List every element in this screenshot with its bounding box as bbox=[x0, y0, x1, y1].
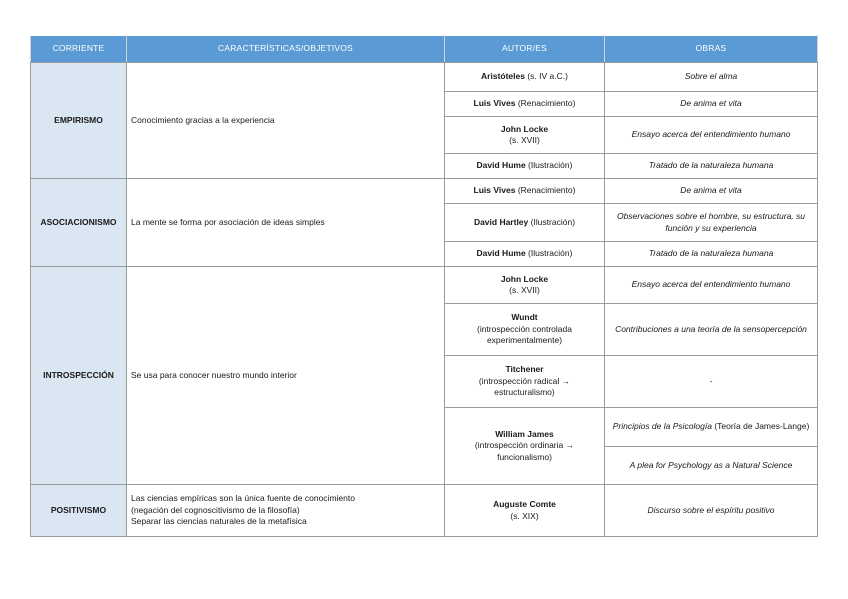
table-row bbox=[31, 63, 818, 92]
header-autores: AUTOR/ES bbox=[445, 36, 605, 63]
author-detail: (Ilustración) bbox=[525, 248, 573, 259]
psychology-currents-table bbox=[30, 35, 818, 537]
work-cell: Contribuciones a una teoría de la sensopercepción bbox=[605, 304, 818, 356]
author-detail: (s. XIX) bbox=[510, 510, 539, 521]
header-row bbox=[31, 36, 818, 63]
author-name: Luis Vives bbox=[473, 185, 516, 196]
author-name: David Hume bbox=[476, 160, 526, 171]
author-cell bbox=[445, 408, 605, 485]
author-name: Auguste Comte bbox=[493, 499, 556, 510]
author-detail: (introspección ordinaria → funcionalismo) bbox=[474, 440, 575, 462]
author-name: Wundt bbox=[511, 312, 538, 323]
work-cell: Tratado de la naturaleza humana bbox=[605, 242, 818, 267]
author-detail: (Renacimiento) bbox=[515, 185, 576, 196]
work-cell: Ensayo acerca del entendimiento humano bbox=[605, 267, 818, 304]
author-name: David Hume bbox=[476, 248, 526, 259]
author-name: David Hartley bbox=[473, 216, 529, 227]
header-caracteristicas: CARACTERÍSTICAS/OBJETIVOS bbox=[127, 36, 445, 63]
desc-line: Separar las ciencias naturales de la metafísica bbox=[131, 516, 307, 527]
author-name: Aristóteles bbox=[481, 71, 525, 82]
work-cell: Discurso sobre el espíritu positivo bbox=[605, 485, 818, 537]
author-detail: (s. XVII) bbox=[509, 135, 540, 145]
work-note: (Teoría de James-Lange) bbox=[711, 421, 810, 432]
work-cell: Ensayo acerca del entendimiento humano bbox=[605, 117, 818, 154]
author-cell bbox=[445, 242, 605, 267]
header-obras: OBRAS bbox=[605, 36, 818, 63]
corriente-introspeccion: INTROSPECCIÓN bbox=[31, 267, 127, 485]
work-cell: Sobre el alma bbox=[605, 63, 818, 92]
author-name: Titchener bbox=[505, 364, 544, 375]
desc-empirismo: Conocimiento gracias a la experiencia bbox=[127, 63, 445, 179]
work-cell: De anima et vita bbox=[605, 92, 818, 117]
author-cell bbox=[445, 485, 605, 537]
desc-introspeccion: Se usa para conocer nuestro mundo interior bbox=[127, 267, 445, 485]
corriente-positivismo: POSITIVISMO bbox=[31, 485, 127, 537]
work-title-italic: Principios de la Psicología bbox=[612, 421, 712, 432]
work-cell: Observaciones sobre el hombre, su estructura, su función y su experiencia bbox=[605, 204, 818, 242]
work-cell bbox=[605, 408, 818, 447]
author-name: John Locke bbox=[500, 123, 549, 134]
desc-asociacionismo: La mente se forma por asociación de ideas simples bbox=[127, 179, 445, 267]
desc-positivismo bbox=[127, 485, 445, 537]
corriente-asociacionismo: ASOCIACIONISMO bbox=[31, 179, 127, 267]
desc-line: (negación del cognoscitivismo de la filosofía) bbox=[131, 504, 300, 515]
author-detail: (Renacimiento) bbox=[515, 98, 576, 109]
table-row bbox=[31, 267, 818, 304]
table-row bbox=[31, 179, 818, 204]
desc-line: Las ciencias empíricas son la única fuente de conocimiento bbox=[131, 493, 355, 504]
work-cell: A plea for Psychology as a Natural Science bbox=[605, 447, 818, 485]
author-name: William James bbox=[495, 428, 554, 439]
author-detail: (introspección controlada experimentalmente) bbox=[477, 323, 572, 346]
work-cell: - bbox=[605, 356, 818, 408]
author-cell bbox=[445, 117, 605, 154]
work-cell: De anima et vita bbox=[605, 179, 818, 204]
table-row bbox=[31, 485, 818, 537]
author-cell bbox=[445, 356, 605, 408]
author-cell bbox=[445, 92, 605, 117]
author-cell bbox=[445, 304, 605, 356]
author-detail: (s. XVII) bbox=[509, 285, 540, 295]
author-cell bbox=[445, 179, 605, 204]
corriente-empirismo: EMPIRISMO bbox=[31, 63, 127, 179]
work-cell: Tratado de la naturaleza humana bbox=[605, 154, 818, 179]
author-cell bbox=[445, 63, 605, 92]
author-cell bbox=[445, 154, 605, 179]
author-cell bbox=[445, 267, 605, 304]
author-cell bbox=[445, 204, 605, 242]
author-name: Luis Vives bbox=[473, 98, 516, 109]
author-detail: (Ilustración) bbox=[525, 160, 573, 171]
author-detail: (Ilustración) bbox=[528, 216, 576, 227]
author-name: John Locke bbox=[500, 273, 549, 284]
author-detail: (introspección radical → estructuralismo) bbox=[478, 375, 571, 398]
author-detail: (s. IV a.C.) bbox=[524, 71, 568, 82]
header-corriente: CORRIENTE bbox=[31, 36, 127, 63]
